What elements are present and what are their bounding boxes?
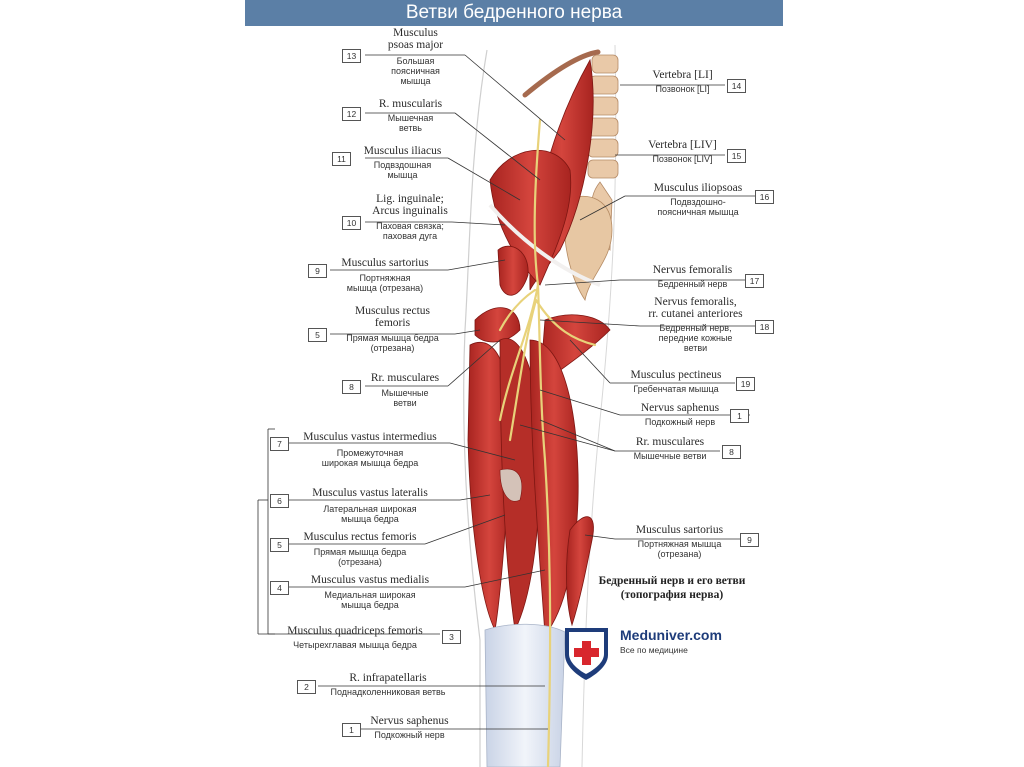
label-6: Musculus vastus lateralis Латеральная широкая мышца бедра [312, 487, 428, 524]
label-16: Musculus iliopsoas Подвздошно- поясничная мышца [653, 182, 743, 217]
label-11: Musculus iliacus Подвздошная мышца [363, 145, 442, 180]
patellar-tendon [485, 624, 565, 767]
logo-shield [565, 628, 608, 680]
label-14: Vertebra [LI] Позвонок [LI] [652, 69, 713, 94]
label-18: Nervus femoralis, rr. cutanei anteriores Бедренный нерв, передние кожные ветви [648, 296, 743, 353]
label-4: Musculus vastus medialis Медиальная широкая мышца бедра [310, 574, 430, 610]
logo-name: Meduniver.com [620, 627, 722, 643]
label-8b: Rr. musculares Мышечные ветви [633, 436, 707, 461]
label-14-number: 14 [727, 79, 746, 93]
label-8a-number: 8 [342, 380, 361, 394]
logo-tagline: Все по медицине [620, 645, 688, 655]
label-13-number: 13 [342, 49, 361, 63]
label-19-number: 19 [736, 377, 755, 391]
label-1a-number: 1 [342, 723, 361, 737]
label-4-number: 4 [270, 581, 289, 595]
label-19: Musculus pectineus Гребенчатая мышца [630, 369, 722, 394]
label-9a: Musculus sartorius Портняжная мышца (отрезана) [341, 257, 429, 293]
page-title: Ветви бедренного нерва [405, 2, 623, 23]
label-10: Lig. inguinale; Arcus inguinalis Паховая связка; паховая дуга [372, 193, 448, 241]
label-15: Vertebra [LIV] Позвонок [LIV] [648, 139, 717, 164]
label-2-number: 2 [297, 680, 316, 694]
label-17: Nervus femoralis Бедренный нерв [652, 264, 733, 289]
label-8b-number: 8 [722, 445, 741, 459]
label-7-number: 7 [270, 437, 289, 451]
label-18-number: 18 [755, 320, 774, 334]
label-7: Musculus vastus intermedius Промежуточная широкая мышца бедра [303, 431, 437, 468]
label-12: R. muscularis Мышечная ветвь [378, 98, 443, 133]
label-2: R. infrapatellaris Поднадколенниковая ветвь [330, 672, 446, 697]
label-5b-number: 5 [270, 538, 289, 552]
label-9b: Musculus sartorius Портняжная мышца (отрезана) [635, 524, 724, 559]
label-3-number: 3 [442, 630, 461, 644]
label-9a-number: 9 [308, 264, 327, 278]
rectus-upper [475, 308, 520, 342]
figure-caption: Бедренный нерв и его ветви (топография нерва) [598, 575, 746, 601]
label-10-number: 10 [342, 216, 361, 230]
label-17-number: 17 [745, 274, 764, 288]
label-1b: Nervus saphenus Подкожный нерв [640, 402, 720, 427]
label-5a: Musculus rectus femoris Прямая мышца бедра (отрезана) [346, 305, 439, 353]
label-13: Musculus psoas major Большая поясничная мышца [387, 27, 444, 86]
label-16-number: 16 [755, 190, 774, 204]
label-5b: Musculus rectus femoris Прямая мышца бедра (отрезана) [303, 531, 417, 567]
label-1b-number: 1 [730, 409, 749, 423]
label-1a: Nervus saphenus Подкожный нерв [370, 715, 449, 740]
label-11-number: 11 [332, 152, 351, 166]
label-3: Musculus quadriceps femoris Четырехглавая мышца бедра [287, 625, 423, 650]
label-9b-number: 9 [740, 533, 759, 547]
label-15-number: 15 [727, 149, 746, 163]
label-6-number: 6 [270, 494, 289, 508]
label-8a: Rr. musculares Мышечные ветви [370, 372, 440, 408]
label-5a-number: 5 [308, 328, 327, 342]
label-12-number: 12 [342, 107, 361, 121]
sartorius-lower [566, 517, 593, 625]
